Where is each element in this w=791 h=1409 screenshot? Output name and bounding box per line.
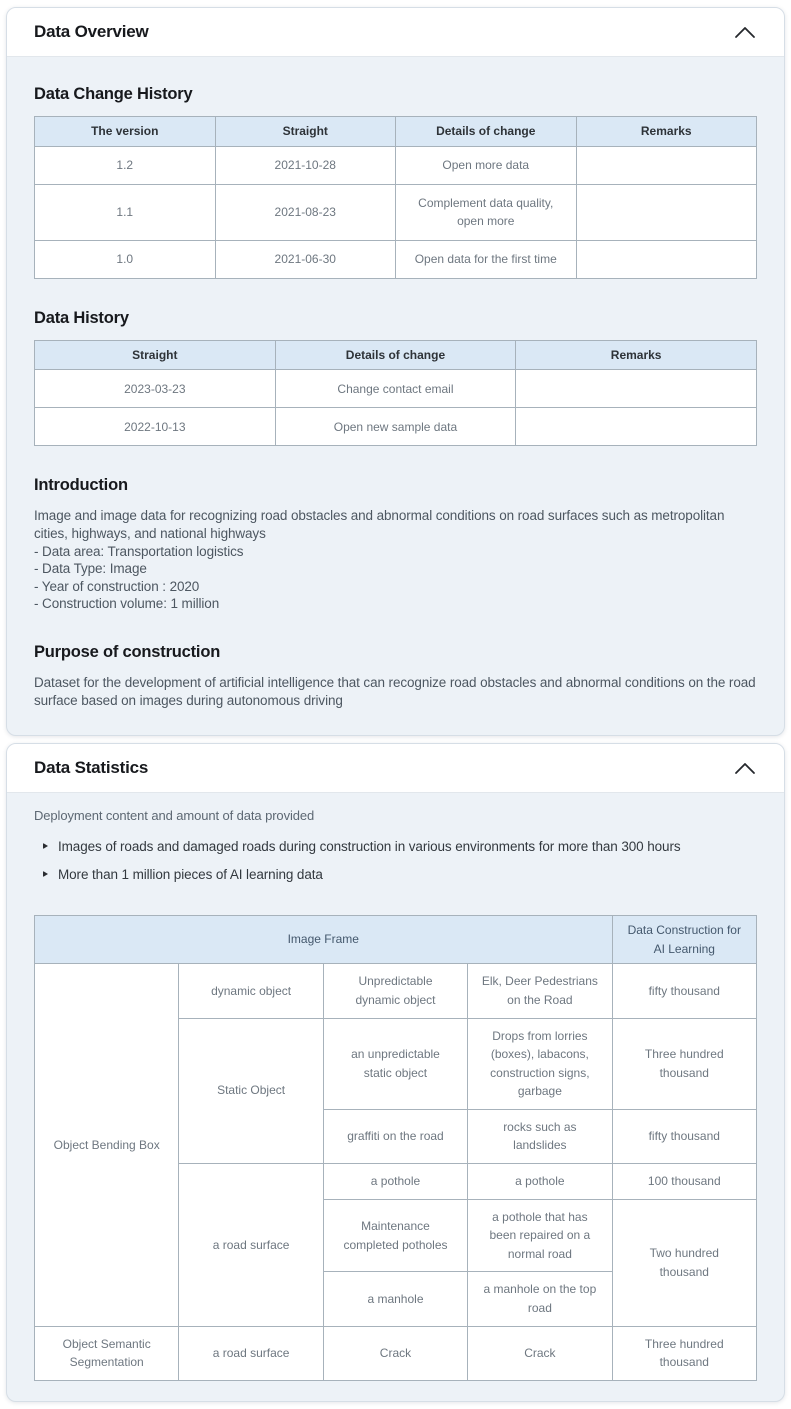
table-cell: Open more data xyxy=(396,146,577,184)
column-header: Straight xyxy=(35,340,276,370)
chevron-up-icon xyxy=(734,25,756,39)
card-title: Data Overview xyxy=(34,21,149,41)
table-cell: Unpredictable dynamic object xyxy=(323,964,467,1018)
table-row xyxy=(35,146,757,184)
table-cell: Object Bending Box xyxy=(35,964,179,1326)
table-row xyxy=(35,408,757,446)
collapse-toggle-button[interactable] xyxy=(732,23,758,41)
table-cell xyxy=(576,240,757,278)
table-cell: Complement data quality, open more xyxy=(396,184,577,240)
table-cell: a manhole on the top road xyxy=(468,1272,612,1326)
table-row xyxy=(35,240,757,278)
table-cell: fifty thousand xyxy=(612,964,756,1018)
table-cell: a pothole xyxy=(323,1164,467,1200)
table-row xyxy=(35,184,757,240)
table-header-row xyxy=(35,916,757,964)
table-cell: an unpredictable static object xyxy=(323,1018,467,1109)
table-cell xyxy=(576,146,757,184)
section-heading: Introduction xyxy=(34,476,128,495)
data-change-history-section xyxy=(34,85,757,279)
data-history-section xyxy=(34,309,757,447)
table-cell: a road surface xyxy=(179,1164,323,1327)
table-cell: Two hundred thousand xyxy=(612,1199,756,1326)
table-cell: 2023-03-23 xyxy=(35,370,276,408)
data-statistics-table xyxy=(34,915,757,1381)
table-cell: Maintenance completed potholes xyxy=(323,1199,467,1272)
table-cell: a road surface xyxy=(179,1326,323,1380)
table-cell: Elk, Deer Pedestrians on the Road xyxy=(468,964,612,1018)
table-cell xyxy=(516,370,757,408)
table-cell: 2022-10-13 xyxy=(35,408,276,446)
table-cell: Crack xyxy=(323,1326,467,1380)
data-change-history-table xyxy=(34,116,757,279)
introduction-item: - Data area: Transportation logistics xyxy=(34,543,244,559)
column-header-ai-learning: Data Construction for AI Learning xyxy=(612,916,756,964)
data-overview-body xyxy=(7,57,784,735)
chevron-up-icon xyxy=(734,761,756,775)
table-cell: 1.0 xyxy=(35,240,216,278)
table-row xyxy=(35,964,757,1018)
table-cell: 2021-08-23 xyxy=(215,184,396,240)
table-row xyxy=(35,1326,757,1380)
table-header-row xyxy=(35,340,757,370)
data-statistics-body xyxy=(7,793,784,1401)
column-header: The version xyxy=(35,117,216,147)
data-overview-card xyxy=(6,7,785,736)
table-cell: graffiti on the road xyxy=(323,1109,467,1163)
table-cell: 1.2 xyxy=(35,146,216,184)
introduction-section xyxy=(34,476,757,613)
bullet-icon xyxy=(43,871,48,877)
table-cell: Static Object xyxy=(179,1018,323,1164)
bullet-item xyxy=(43,866,757,883)
introduction-text: Image and image data for recognizing road obstacles and abnormal conditions on road surfaces such as metropolitan cities, highways, and national highways xyxy=(34,508,725,541)
table-cell: 2021-10-28 xyxy=(215,146,396,184)
column-header: Details of change xyxy=(275,340,516,370)
table-cell: a pothole that has been repaired on a normal road xyxy=(468,1199,612,1272)
table-row xyxy=(35,370,757,408)
table-cell: Crack xyxy=(468,1326,612,1380)
table-cell: a pothole xyxy=(468,1164,612,1200)
data-statistics-card xyxy=(6,743,785,1402)
table-cell xyxy=(576,184,757,240)
table-cell: a manhole xyxy=(323,1272,467,1326)
bullet-icon xyxy=(43,843,48,849)
introduction-item: - Year of construction : 2020 xyxy=(34,578,200,594)
introduction-item: - Construction volume: 1 million xyxy=(34,596,220,612)
table-cell: 100 thousand xyxy=(612,1164,756,1200)
table-cell xyxy=(516,408,757,446)
table-cell: Three hundred thousand xyxy=(612,1326,756,1380)
table-header-row xyxy=(35,117,757,147)
section-heading: Data History xyxy=(34,308,129,327)
collapse-toggle-button[interactable] xyxy=(732,759,758,777)
purpose-section xyxy=(34,643,757,709)
data-overview-header xyxy=(7,8,784,57)
statistics-intro-text: Deployment content and amount of data provided xyxy=(34,808,315,824)
table-cell: fifty thousand xyxy=(612,1109,756,1163)
table-cell: rocks such as landslides xyxy=(468,1109,612,1163)
table-cell: Change contact email xyxy=(275,370,516,408)
table-cell: Three hundred thousand xyxy=(612,1018,756,1109)
table-cell: 1.1 xyxy=(35,184,216,240)
section-heading: Data Change History xyxy=(34,85,193,103)
data-statistics-header xyxy=(7,744,784,793)
bullet-text: Images of roads and damaged roads during construction in various environments for more than 300 hours xyxy=(58,839,681,855)
section-heading: Purpose of construction xyxy=(34,642,221,661)
table-cell: Object Semantic Segmentation xyxy=(35,1326,179,1380)
table-cell: Open new sample data xyxy=(275,408,516,446)
introduction-item: - Data Type: Image xyxy=(34,561,147,577)
bullet-item xyxy=(43,838,757,855)
card-title: Data Statistics xyxy=(34,757,149,777)
table-cell: 2021-06-30 xyxy=(215,240,396,278)
table-cell: dynamic object xyxy=(179,964,323,1018)
table-cell: Open data for the first time xyxy=(396,240,577,278)
column-header: Remarks xyxy=(516,340,757,370)
column-header: Remarks xyxy=(576,117,757,147)
data-history-table xyxy=(34,340,757,447)
table-cell: Drops from lorries (boxes), labacons, construction signs, garbage xyxy=(468,1018,612,1109)
column-header-image-frame: Image Frame xyxy=(35,916,613,964)
bullet-text: More than 1 million pieces of AI learning data xyxy=(58,867,323,883)
purpose-text: Dataset for the development of artificial intelligence that can recognize road obstacles and abnormal conditions on the road surface based on images during autonomous driving xyxy=(34,674,756,708)
column-header: Straight xyxy=(215,117,396,147)
column-header: Details of change xyxy=(396,117,577,147)
